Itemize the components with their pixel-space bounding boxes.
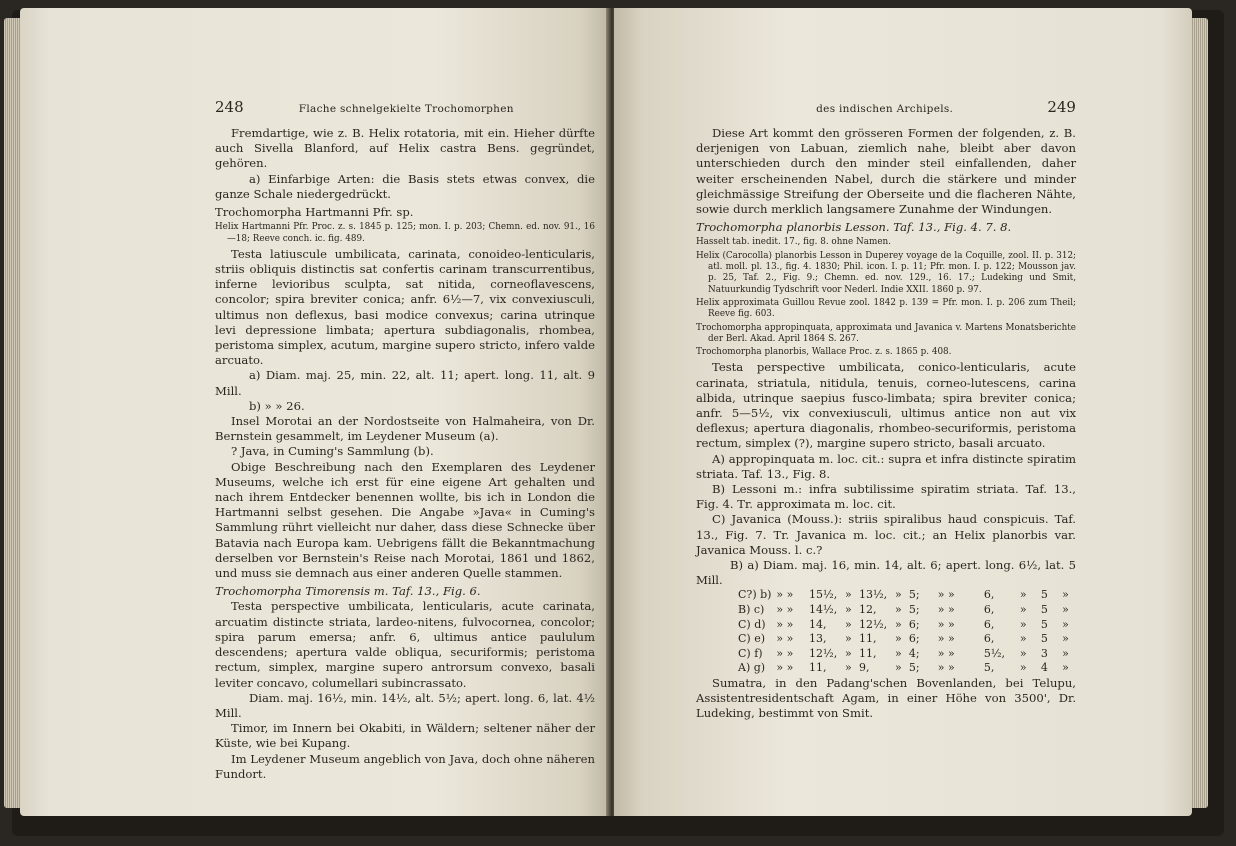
diam-min: 12,	[858, 603, 877, 617]
ditto-mark: »	[845, 632, 852, 646]
ditto-mark: »	[1062, 661, 1069, 675]
ditto-mark: »	[1062, 603, 1069, 617]
ditto-mark: »	[1019, 617, 1027, 631]
locality: Timor, im Innern bei Okabiti, in Wäldern; seltener näher der Küste, wie bei Kupang.	[215, 721, 595, 751]
apert-lat: 5	[1040, 603, 1048, 617]
diam-maj: 14,	[809, 617, 827, 631]
ditto-mark: »	[1019, 588, 1027, 602]
page-number-left: 248	[215, 98, 244, 116]
ditto-mark: » »	[937, 632, 955, 646]
diam-maj: 13,	[809, 632, 827, 646]
description: Testa latiuscule umbilicata, carinata, conoideo-lenticularis, striis obliquis distinctis sat confertis carinam transcurrentibus, inferne levioribus sculpta, sat nitida, corneoflavescens, concolor; spira breviter conica; anfr. 6½—7, vix convexiusculi, ultimus non deflexus, basi modice convexus; carina utrinque levi depressione limbata; apertura subdiagonalis, rhombea, peristoma simplex, acutum, margine supero stricto, infero valde arcuato.	[215, 246, 595, 368]
ditto-mark: »	[845, 603, 852, 617]
ditto-mark: » »	[937, 661, 955, 675]
synonymy: Helix Hartmanni Pfr. Proc. z. s. 1845 p. 125; mon. I. p. 203; Chemn. ed. nov. 91., 16—18; Reeve conch. ic. fig. 489.	[215, 222, 595, 244]
ditto-mark: »	[1019, 661, 1027, 675]
measurement-header: B) a) Diam. maj. 16, min. 14, alt. 6; apert. long. 6½, lat. 5 Mill.	[696, 558, 1076, 588]
ditto-mark: »	[1062, 646, 1069, 660]
diam-maj: 15½,	[809, 588, 838, 602]
apert-long: 6,	[983, 632, 995, 646]
paragraph: Insel Morotai an der Nordostseite von Halmaheira, von Dr. Bernstein gesammelt, im Leydener Museum (a).	[215, 414, 595, 444]
alt: 5;	[908, 588, 920, 602]
ditto-mark: » »	[776, 617, 794, 631]
description: Testa perspective umbilicata, lenticularis, acute carinata, arcuatim distincte striata, lardeo-nitens, fulvocornea, concolor; spira parum emersa; anfr. 6, ultimus antice paululum descendens; apertura valde obliqua, securiformis; peristoma rectum, simplex, margine supero antrorsum convexo, basali leviter concavo, columellari subincrassato.	[215, 599, 595, 690]
ditto-mark: » »	[776, 632, 794, 646]
apert-lat: 3	[1040, 646, 1048, 660]
row-label: C?) b)	[738, 588, 772, 602]
running-title-right: des indischen Archipels.	[816, 103, 954, 115]
diam-min: 13½,	[858, 588, 888, 602]
species-heading: Trochomorpha Timorensis m. Taf. 13., Fig. 6.	[215, 584, 481, 599]
measurement-table	[738, 588, 1076, 676]
ditto-mark: »	[1062, 617, 1069, 631]
diam-min: 12½,	[858, 617, 888, 631]
ditto-mark: »	[1019, 603, 1027, 617]
ditto-mark: »	[894, 588, 902, 602]
ditto-mark: » »	[776, 646, 794, 660]
alt: 5;	[908, 603, 920, 617]
ditto-mark: » »	[776, 603, 794, 617]
left-page-header	[215, 100, 595, 126]
paragraph: a) Einfarbige Arten: die Basis stets etwas convex, die ganze Schale niedergedrückt.	[215, 171, 595, 201]
left-page	[20, 8, 610, 816]
ditto-mark: »	[1062, 588, 1069, 602]
table-row	[738, 588, 1076, 603]
apert-long: 6,	[983, 588, 995, 602]
ditto-mark: »	[845, 646, 852, 660]
row-label: B) c)	[738, 603, 765, 617]
apert-lat: 5	[1040, 588, 1048, 602]
running-title-left: Flache schnelgekielte Trochomorphen	[298, 103, 514, 115]
ditto-mark: » »	[937, 646, 955, 660]
table-row	[738, 647, 1076, 662]
apert-long: 5,	[983, 661, 995, 675]
row-label: A) g)	[738, 661, 766, 675]
measurement-line: Diam. maj. 16½, min. 14½, alt. 5½; apert. long. 6, lat. 4½ Mill.	[215, 690, 595, 720]
table-row	[738, 603, 1076, 618]
ditto-mark: »	[845, 617, 852, 631]
apert-lat: 4	[1040, 661, 1048, 675]
description: Testa perspective umbilicata, conico-lenticularis, acute carinata, striatula, nitidula, tenuis, corneo-lutescens, carina albida, utrinque saepius fusco-limbata; spira breviter conica; anfr. 5—5½, vix convexiusculi, ultimus antice non aut vix deflexus; apertura diagonalis, rhombeo-securiformis, peristoma rectum, simplex (?), margine supero stricto, basali arcuato.	[696, 360, 1076, 451]
diam-maj: 14½,	[809, 603, 838, 617]
ditto-mark: »	[845, 588, 852, 602]
ditto-mark: »	[894, 617, 902, 631]
row-label: C) f)	[738, 646, 763, 660]
locality: Sumatra, in den Padang'schen Bovenlanden, bei Telupu, Assistentresidentschaft Agam, in einer Höhe von 3500', Dr. Ludeking, bestimmt von Smit.	[696, 676, 1076, 721]
synonymy: Trochomorpha appropinquata, approximata und Javanica v. Martens Monatsberichte der Berl. Akad. April 1864 S. 267.	[696, 322, 1076, 344]
diam-maj: 11,	[809, 661, 827, 675]
synonymy: Hasselt tab. inedit. 17., fig. 8. ohne Namen.	[696, 237, 892, 248]
apert-long: 5½,	[983, 646, 1005, 660]
paragraph: Diese Art kommt den grösseren Formen der folgenden, z. B. derjenigen von Labuan, ziemlich nahe, bleibt aber davon unterschieden durch den minder steil einfallenden, daher weiter erscheinenden Nabel, durch die stärkere und minder gleichmässige Streifung der Oberseite und die flacheren Nähte, sowie durch merklich langsamere Zunahme der Windungen.	[696, 126, 1076, 217]
variety-b: B) Lessoni m.: infra subtilissime spiratim striata. Taf. 13., Fig. 4. Tr. approximata m. loc. cit.	[696, 482, 1076, 512]
ditto-mark: »	[1019, 646, 1027, 660]
ditto-mark: »	[1019, 632, 1027, 646]
table-row	[738, 661, 1076, 676]
synonymy: Helix approximata Guillou Revue zool. 1842 p. 139 = Pfr. mon. I. p. 206 zum Theil; Reeve fig. 603.	[696, 297, 1076, 320]
row-label: C) d)	[738, 617, 766, 631]
variety-c: C) Javanica (Mouss.): striis spiralibus haud conspicuis. Taf. 13., Fig. 7. Tr. Javanica m. loc. cit.; an Helix planorbis var. Javanica Mouss. l. c.?	[696, 512, 1076, 557]
ditto-mark: » »	[937, 588, 955, 602]
page-number-right: 249	[1047, 98, 1076, 116]
variety-a: A) appropinquata m. loc. cit.: supra et infra distincte spiratim striata. Taf. 13., Fig. 8.	[696, 451, 1076, 481]
paragraph: Im Leydener Museum angeblich von Java, doch ohne näheren Fundort.	[215, 751, 595, 781]
ditto-mark: »	[894, 603, 902, 617]
apert-long: 6,	[983, 603, 995, 617]
species-heading: Trochomorpha Hartmanni Pfr. sp.	[215, 205, 414, 220]
ditto-mark: »	[894, 632, 902, 646]
measurement-line: b) » » 26.	[249, 398, 305, 413]
diam-min: 11,	[858, 632, 877, 646]
page-edges-right	[1190, 18, 1208, 808]
alt: 6;	[908, 632, 920, 646]
ditto-mark: » »	[937, 617, 955, 631]
ditto-mark: »	[1062, 632, 1069, 646]
alt: 5;	[908, 661, 920, 675]
measurement-line: a) Diam. maj. 25, min. 22, alt. 11; apert. long. 11, alt. 9 Mill.	[215, 368, 595, 398]
apert-lat: 5	[1040, 617, 1048, 631]
alt: 4;	[908, 646, 920, 660]
ditto-mark: »	[845, 661, 852, 675]
diam-min: 9,	[858, 661, 870, 675]
ditto-mark: » »	[937, 603, 955, 617]
ditto-mark: » »	[776, 661, 794, 675]
right-page	[614, 8, 1192, 816]
species-heading: Trochomorpha planorbis Lesson. Taf. 13., Fig. 4. 7. 8.	[696, 220, 1012, 235]
diam-maj: 12½,	[809, 646, 838, 660]
paragraph: Fremdartige, wie z. B. Helix rotatoria, mit ein. Hieher dürfte auch Sivella Blanford, auf Helix castra Bens. gegründet, gehören.	[215, 126, 595, 171]
row-label: C) e)	[738, 632, 766, 646]
synonymy: Trochomorpha planorbis, Wallace Proc. z. s. 1865 p. 408.	[696, 347, 952, 358]
table-row	[738, 632, 1076, 647]
ditto-mark: »	[894, 661, 902, 675]
ditto-mark: »	[894, 646, 902, 660]
paragraph: ? Java, in Cuming's Sammlung (b).	[231, 444, 434, 459]
left-page-content	[215, 100, 595, 782]
paragraph: Obige Beschreibung nach den Exemplaren des Leydener Museums, welche ich erst für eine eigene Art gehalten und nach ihrem Entdecker benennen wollte, bis ich in London die Hartmanni selbst gesehen. Die Angabe »Java« in Cuming's Sammlung rührt vielleicht nur daher, dass diese Schnecke über Batavia nach Europa kam. Uebrigens fällt die Bekanntmachung derselben vor Bernstein's Reise nach Morotai, 1861 und 1862, und muss sie demnach aus einer anderen Quelle stammen.	[215, 459, 595, 581]
right-page-header	[696, 100, 1076, 126]
ditto-mark: » »	[776, 588, 794, 602]
table-row	[738, 618, 1076, 633]
apert-long: 6,	[983, 617, 995, 631]
diam-min: 11,	[858, 646, 877, 660]
right-page-content	[696, 100, 1076, 722]
alt: 6;	[908, 617, 920, 631]
synonymy: Helix (Carocolla) planorbis Lesson in Duperey voyage de la Coquille, zool. II. p. 312; atl. moll. pl. 13., fig. 4. 1830; Phil. icon. I. p. 11; Pfr. mon. I. p. 122; Mousson jav. p. 25, Taf. 2., Fig. 9.; Chemn. ed. nov. 129., 16. 17.; Ludeking und Smit, Natuurkundig Tydschrift voor Nederl. Indie XXII. 1860 p. 97.	[696, 250, 1076, 295]
apert-lat: 5	[1040, 632, 1048, 646]
